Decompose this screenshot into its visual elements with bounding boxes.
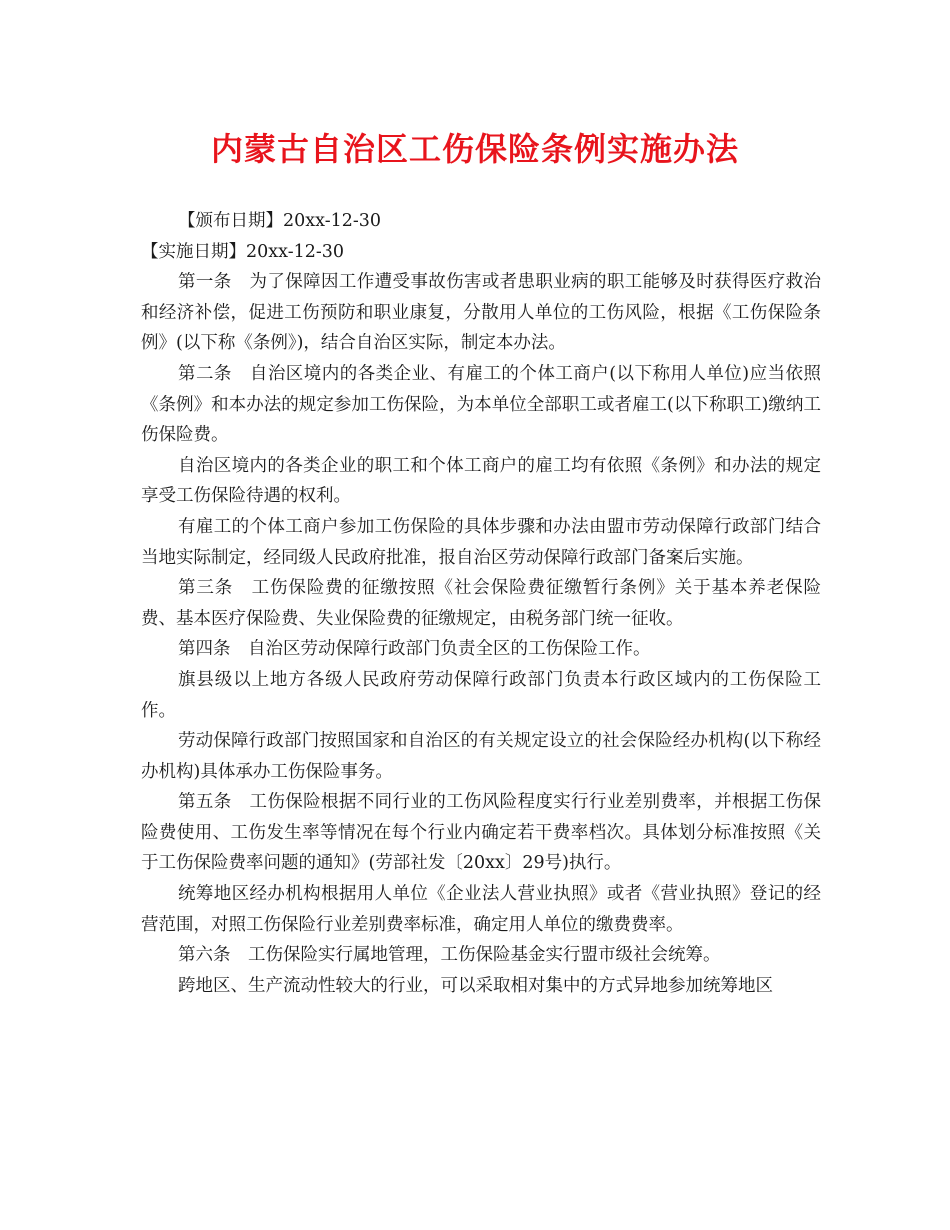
article-4-paragraph-3: 劳动保障行政部门按照国家和自治区的有关规定设立的社会保险经办机构(以下称经办机构)具体承办工伤保险事务。 bbox=[141, 731, 821, 782]
effective-date: 【实施日期】20xx-12-30 bbox=[141, 241, 345, 262]
document-body bbox=[141, 206, 821, 1001]
article-6-paragraph-2: 跨地区、生产流动性较大的行业，可以采取相对集中的方式异地参加统筹地区 bbox=[178, 975, 773, 996]
article-5: 第五条 工伤保险根据不同行业的工伤风险程度实行行业差别费率，并根据工伤保险费使用、工伤发生率等情况在每个行业内确定若干费率档次。具体划分标准按照《关于工伤保险费率问题的通知》(劳部社发〔20xx〕29号)执行。 bbox=[141, 792, 821, 874]
article-4: 第四条 自治区劳动保障行政部门负责全区的工伤保险工作。 bbox=[178, 639, 651, 660]
article-5-paragraph-2: 统筹地区经办机构根据用人单位《企业法人营业执照》或者《营业执照》登记的经营范围，对照工伤保险行业差别费率标准，确定用人单位的缴费费率。 bbox=[141, 884, 821, 935]
article-2-paragraph-2: 自治区境内的各类企业的职工和个体工商户的雇工均有依照《条例》和办法的规定享受工伤保险待遇的权利。 bbox=[141, 455, 821, 507]
article-6: 第六条 工伤保险实行属地管理，工伤保险基金实行盟市级社会统筹。 bbox=[178, 945, 721, 966]
document-title: 内蒙古自治区工伤保险条例实施办法 bbox=[210, 130, 739, 168]
article-3: 第三条 工伤保险费的征缴按照《社会保险费征缴暂行条例》关于基本养老保险费、基本医疗保险费、失业保险费的征缴规定，由税务部门统一征收。 bbox=[141, 578, 821, 629]
article-4-paragraph-2: 旗县级以上地方各级人民政府劳动保障行政部门负责本行政区域内的工伤保险工作。 bbox=[141, 669, 821, 721]
article-2: 第二条 自治区境内的各类企业、有雇工的个体工商户(以下称用人单位)应当依照《条例》和本办法的规定参加工伤保险，为本单位全部职工或者雇工(以下称职工)缴纳工伤保险费。 bbox=[141, 363, 821, 446]
article-2-paragraph-3: 有雇工的个体工商户参加工伤保险的具体步骤和办法由盟市劳动保障行政部门结合当地实际制定，经同级人民政府批准，报自治区劳动保障行政部门备案后实施。 bbox=[141, 516, 821, 568]
promulgation-date: 【颁布日期】20xx-12-30 bbox=[178, 211, 382, 231]
article-1: 第一条 为了保障因工作遭受事故伤害或者患职业病的职工能够及时获得医疗救治和经济补偿，促进工伤预防和职业康复，分散用人单位的工伤风险，根据《工伤保险条例》(以下称《条例》)，结合自治区实际，制定本办法。 bbox=[141, 272, 821, 354]
